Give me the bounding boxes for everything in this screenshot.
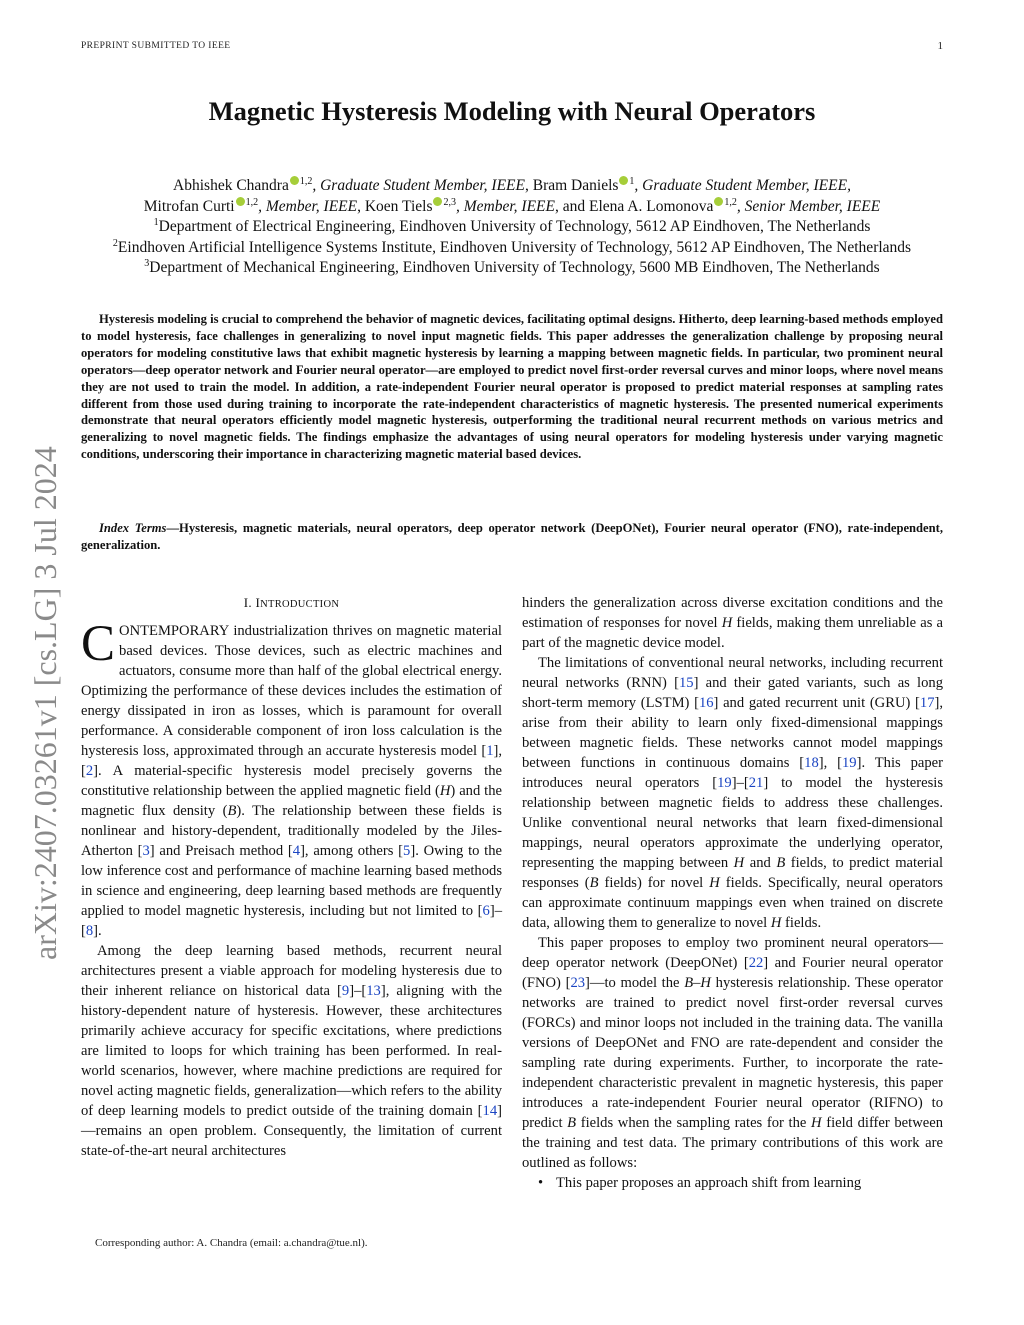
intro-paragraph-4 [522, 653, 943, 933]
orcid-icon[interactable] [290, 176, 299, 185]
text-run: ) and the magnetic flux density ( [81, 783, 503, 819]
index-terms-text: —Hysteresis, magnetic materials, neural operators, deep operator network (DeepONet), Fourier neural operator (FNO), rate-independent, generalization. [81, 521, 943, 552]
index-terms [81, 520, 943, 554]
text-run: ]—to model the [585, 975, 685, 991]
text-run: ] and Preisach method [ [149, 843, 293, 859]
contribution-list-item [522, 1173, 943, 1193]
text-run: ]. Owing to the low inference cost and performance of machine learning based methods in science and engineering, deep learning based methods are frequently applied to model magnetic hysteresis, including but not limited to [ [81, 843, 502, 919]
text-run: ]—remains an open problem. Consequently, the limitation of current state-of-the-art neural architectures [81, 1103, 502, 1159]
affiliation-marker: 1 [153, 217, 159, 228]
citation-link[interactable]: 1 [486, 743, 494, 759]
math-symbol: H [733, 855, 745, 871]
text-run: ]–[ [349, 983, 367, 999]
math-symbol: H [709, 875, 720, 891]
text-run: fields. [781, 915, 822, 931]
text-run: ] and gated recurrent unit (GRU) [ [713, 695, 920, 711]
math-symbol: B [776, 855, 786, 871]
text-run: This paper proposes to employ two prominent neural operators—deep operator network (DeepONet) [ [522, 935, 943, 971]
text-run: fields) for novel [598, 875, 710, 891]
orcid-icon[interactable] [433, 197, 442, 206]
citation-link[interactable]: 21 [748, 775, 764, 791]
math-symbol: H [721, 615, 733, 631]
author-role: , Graduate Student Member, IEEE, [634, 177, 851, 194]
text-run: The limitations of conventional neural networks, including recurrent neural networks (RNN) [ [522, 655, 943, 691]
citation-link[interactable]: 16 [698, 695, 714, 711]
drop-cap: C [81, 616, 116, 672]
affiliation-text: Department of Electrical Engineering, Eindhoven University of Technology, 5612 AP Eindhoven, The Netherlands [158, 218, 871, 235]
citation-link[interactable]: 19 [717, 775, 732, 791]
text-run: ] to model the hysteresis relationship between magnetic fields to address these challenges. Unlike conventional neural networks that learn fixed-dimensional mappings, neural operators approximate the underlying operator, representing the mapping between [522, 775, 943, 871]
math-symbol: B–H [684, 975, 711, 991]
author-block [81, 176, 943, 279]
intro-paragraph-5 [522, 933, 943, 1173]
text-run: ], [ [818, 755, 842, 771]
affiliation-1 [81, 217, 943, 238]
math-symbol: H [770, 915, 782, 931]
affiliation-2 [81, 238, 943, 259]
text-run: hinders the generalization across diverse excitation conditions and the estimation of responses for novel [522, 595, 943, 631]
abstract: Hysteresis modeling is crucial to comprehend the behavior of magnetic devices, facilitating optimal designs. Hitherto, deep learning-based methods employed to model hysteresis, face challenges in generalizing to novel input magnetic fields. This paper addresses the generalization challenge by proposing neural operators for modeling constitutive laws that exhibit magnetic hysteresis by learning a mapping between magnetic fields. In particular, two prominent neural operators—deep operator network and Fourier neural operator—are employed to predict novel first-order reversal curves and minor loops, where novel means they are not used to train the model. In addition, a rate-independent Fourier neural operator is proposed to predict material responses at sampling rates different from those used during training to incorporate the rate-independent characteristics of magnetic hysteresis. The presented numerical experiments demonstrate that neural operators efficiently model magnetic hysteresis, outperforming the traditional neural recurrent methods on various metrics and generalizing to novel magnetic fields. The findings emphasize the advantages of using neural operators for modeling hysteresis under varying magnetic conditions, underscoring their importance in characterizing magnetic material based devices. [81, 312, 943, 462]
affiliation-marker: 1,2 [245, 196, 259, 208]
affiliation-marker: 1,2 [724, 196, 737, 208]
text-run: ], among others [ [300, 843, 404, 859]
citation-link[interactable]: 5 [403, 843, 411, 859]
affiliation-marker: 2,3 [443, 196, 456, 208]
text-run: ], arise from their ability to learn only fixed-dimensional mappings between magnetic fields. These networks cannot model mappings between functions in continuous domains [ [522, 695, 943, 771]
math-symbol: B [567, 1115, 577, 1131]
section-title-initial: I [255, 595, 261, 610]
paper-title: Magnetic Hysteresis Modeling with Neural Operators [208, 96, 816, 126]
running-header: PREPRINT SUBMITTED TO IEEE [81, 41, 231, 51]
text-run: ]–[ [731, 775, 749, 791]
author-name: , Bram Daniels [525, 177, 619, 194]
citation-link[interactable]: 17 [919, 695, 935, 711]
citation-link[interactable]: 9 [341, 983, 350, 999]
left-column [81, 593, 502, 1161]
text-run: ], [ [81, 743, 502, 779]
intro-paragraph-1 [81, 616, 503, 941]
right-column [522, 593, 943, 1193]
text-run: field differ between the training and test data. The primary contributions of this work are outlined as follows: [522, 1115, 944, 1171]
index-terms-label: Index Terms [99, 521, 167, 535]
citation-link[interactable]: 15 [678, 675, 694, 691]
orcid-icon[interactable] [236, 197, 245, 206]
text-run: ] and their gated variants, such as long short-term memory (LSTM) [ [522, 675, 943, 711]
text-run: ]. This paper introduces neural operators [ [522, 755, 943, 791]
intro-paragraph-3 [522, 593, 943, 653]
text-run: This paper proposes an approach shift from learning [556, 1175, 862, 1191]
citation-link[interactable]: 6 [482, 903, 490, 919]
text-run: fields, making them unreliable as a part of the magnetic device model. [522, 615, 943, 651]
orcid-icon[interactable] [619, 176, 628, 185]
page-number: 1 [937, 40, 943, 52]
citation-link[interactable]: 8 [85, 923, 94, 939]
text-run: Among the deep learning based methods, recurrent neural architectures present a viable approach for modeling hysteresis due to their inherent reliance on historical data [ [81, 943, 502, 999]
affiliation-marker: 2 [112, 237, 118, 249]
author-role: , Member, IEEE [258, 197, 358, 215]
author-name: Abhishek Chandra [173, 177, 289, 194]
citation-link[interactable]: 14 [482, 1103, 498, 1119]
text-run: ). The relationship between these fields is nonlinear and history-dependent, traditionally modeled by the Jiles-Atherton [ [81, 803, 502, 859]
author-role: , Graduate Student Member, IEEE [312, 177, 525, 194]
affiliation-marker: 1,2 [299, 176, 313, 187]
orcid-icon[interactable] [714, 197, 723, 206]
affiliation-text: Eindhoven Artificial Intelligence Systems Institute, Eindhoven University of Technology, 5612 AP Eindhoven, The Netherlands [117, 238, 912, 256]
citation-link[interactable]: 2 [85, 763, 94, 779]
corresponding-author-footnote: Corresponding author: A. Chandra (email: a.chandra@tue.nl). [95, 1237, 368, 1249]
citation-link[interactable]: 22 [748, 955, 764, 971]
affiliation-marker: 1 [629, 176, 635, 187]
author-line-2 [81, 197, 943, 218]
author-name: , and Elena A. Lomonova [554, 197, 714, 215]
math-symbol: H [439, 783, 451, 799]
text-run: ] and Fourier neural operator (FNO) [ [522, 955, 943, 991]
citation-link[interactable]: 3 [142, 843, 150, 859]
text-run: fields when the sampling rates for the [576, 1115, 812, 1131]
text-run: ONTEMPORARY industrialization thrives on magnetic material based devices. Those devices, such as electric machines and actuators, consume more than half of the global electrical energy. Optimizing the performance of these devices includes the estimation of energy dissipated in iron as losses, which is paramount for overall performance. A considerable component of iron loss calculation is the hysteresis loss, approximated through an accurate hysteresis model [ [81, 623, 502, 759]
text-run: ]–[ [81, 903, 502, 939]
math-symbol: H [811, 1115, 822, 1131]
author-role: , Member, IEEE [455, 197, 555, 215]
citation-link[interactable]: 18 [804, 755, 819, 771]
author-line-1 [81, 176, 943, 197]
affiliation-3 [81, 258, 943, 279]
citation-link[interactable]: 19 [842, 755, 857, 771]
text-run: hysteresis relationship. These operator networks are trained to predict novel first-order reversal curves (FORCs) and minor loops not included in the training data. The vanilla versions of DeepONet and FNO are rate-dependent and consider the sampling rate during experiments. Further, to incorporate the rate-independent characteristic prevalent in magnetic hysteresis, this paper introduces a rate-independent Fourier neural operator (RIFNO) to predict [522, 975, 943, 1131]
citation-link[interactable]: 13 [366, 983, 381, 999]
section-heading [81, 593, 502, 613]
text-run: fields, to predict material responses ( [522, 855, 944, 891]
bullet-icon: • [538, 1175, 544, 1191]
text-run: fields. Specifically, neural operators can approximate continuum mappings even when trained on discrete data, allowing them to generalize to novel [522, 875, 943, 931]
text-run: ], aligning with the history-dependent nature of hysteresis. However, these architectures primarily achieve accuracy for specific excitations, where predictions are limited to loops for which training has been performed. In real-world scenarios, however, where machine predictions are required for novel acting magnetic fields, generalization—which refers to the ability of deep learning models to predict outside of the training domain [ [81, 983, 502, 1119]
text-run: and [744, 855, 777, 871]
section-number: I. [243, 595, 256, 610]
author-role: , Senior Member, IEEE [736, 197, 881, 215]
section-title-rest: NTRODUCTION [260, 599, 340, 610]
intro-paragraph-2 [81, 941, 502, 1161]
affiliation-marker: 3 [144, 258, 150, 269]
math-symbol: B [227, 803, 237, 819]
affiliation-text: Department of Mechanical Engineering, Eindhoven University of Technology, 5600 MB Eindhoven, The Netherlands [149, 259, 880, 276]
citation-link[interactable]: 4 [292, 843, 301, 859]
citation-link[interactable]: 23 [570, 975, 586, 991]
arxiv-side-stamp: arXiv:2407.03261v1 [cs.LG] 3 Jul 2024 [27, 446, 63, 960]
text-run: ]. [93, 923, 102, 939]
author-name: , Koen Tiels [357, 197, 433, 215]
author-name: Mitrofan Curti [143, 197, 235, 215]
math-symbol: B [589, 875, 599, 891]
text-run: ]. A material-specific hysteresis model precisely governs the constitutive relationship between the applied magnetic field ( [81, 763, 502, 799]
